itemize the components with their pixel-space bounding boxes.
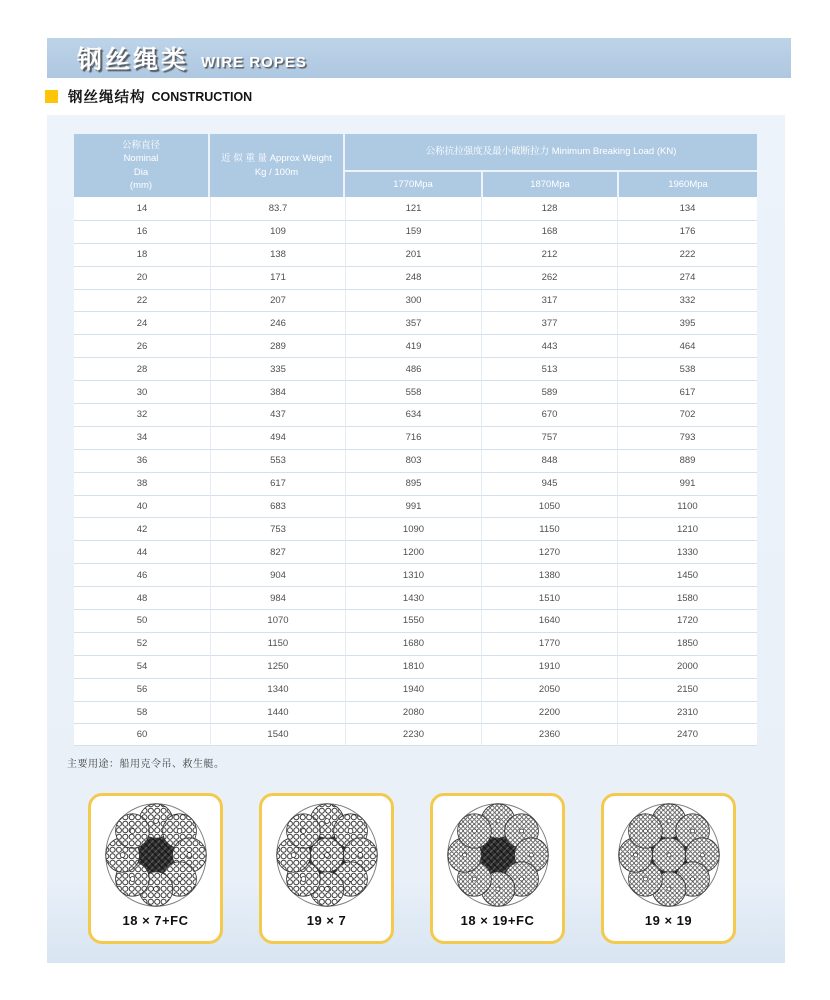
table-cell: 14 [74,197,210,220]
table-row [74,311,757,334]
table-cell: 1200 [345,540,481,563]
header-line: Kg / 100m [254,166,299,178]
table-cell: 486 [345,357,481,380]
header-grade-1960: 1960Mpa [617,170,757,197]
table-cell: 1550 [345,609,481,632]
table-cell: 20 [74,266,210,289]
table-cell: 1430 [345,586,481,609]
table-row [74,220,757,243]
table-cell: 716 [345,426,481,449]
table-cell: 246 [210,311,345,334]
content-panel [47,115,785,963]
table-cell: 1680 [345,632,481,655]
table-cell: 109 [210,220,345,243]
rope-card-19x19 [601,793,736,944]
table-row [74,426,757,449]
table-row [74,266,757,289]
table-cell: 803 [345,449,481,472]
table-cell: 1580 [617,586,757,609]
page-title-en: WIRE ROPES [201,53,307,71]
table-cell: 2310 [617,701,757,724]
rope-label: 19 × 7 [306,913,347,928]
table-cell: 827 [210,540,345,563]
table-cell: 128 [481,197,617,220]
table-cell: 1150 [210,632,345,655]
rope-cross-section-19x7 [274,801,380,909]
table-cell: 670 [481,403,617,426]
table-cell: 553 [210,449,345,472]
table-cell: 1050 [481,495,617,518]
table-row [74,403,757,426]
table-cell: 384 [210,380,345,403]
table-cell: 1720 [617,609,757,632]
table-cell: 1510 [481,586,617,609]
table-cell: 134 [617,197,757,220]
table-cell: 332 [617,289,757,312]
table-cell: 201 [345,243,481,266]
table-cell: 1380 [481,563,617,586]
table-row [74,723,757,746]
page-banner [47,38,791,78]
yellow-square-icon [45,90,58,103]
table-cell: 2200 [481,701,617,724]
table-cell: 317 [481,289,617,312]
table-cell: 168 [481,220,617,243]
table-cell: 395 [617,311,757,334]
table-cell: 1810 [345,655,481,678]
table-cell: 262 [481,266,617,289]
section-title-en: CONSTRUCTION [151,89,253,104]
table-cell: 52 [74,632,210,655]
table-body [74,197,757,746]
table-cell: 1100 [617,495,757,518]
table-cell: 300 [345,289,481,312]
table-cell: 558 [345,380,481,403]
table-row [74,678,757,701]
table-cell: 984 [210,586,345,609]
table-cell: 437 [210,403,345,426]
table-row [74,540,757,563]
table-cell: 1640 [481,609,617,632]
table-cell: 40 [74,495,210,518]
table-cell: 2000 [617,655,757,678]
table-cell: 513 [481,357,617,380]
table-cell: 24 [74,311,210,334]
page-title-cn: 钢丝绳类 [77,46,190,74]
header-line: Dia [133,166,149,178]
table-cell: 121 [345,197,481,220]
rope-cross-section-19x19 [616,801,722,909]
table-cell: 1440 [210,701,345,724]
table-row [74,449,757,472]
table-cell: 464 [617,334,757,357]
table-row [74,517,757,540]
table-cell: 289 [210,334,345,357]
table-cell: 589 [481,380,617,403]
table-cell: 207 [210,289,345,312]
table-row [74,472,757,495]
table-cell: 248 [345,266,481,289]
header-line: Nominal [123,153,159,165]
rope-cross-section-18x7-fc [103,801,209,909]
table-cell: 1940 [345,678,481,701]
table-cell: 757 [481,426,617,449]
rope-label: 19 × 19 [644,913,693,928]
table-cell: 617 [617,380,757,403]
table-cell: 58 [74,701,210,724]
table-cell: 48 [74,586,210,609]
table-cell: 16 [74,220,210,243]
table-cell: 138 [210,243,345,266]
table-cell: 83.7 [210,197,345,220]
table-cell: 889 [617,449,757,472]
table-cell: 38 [74,472,210,495]
table-cell: 1450 [617,563,757,586]
section-title-cn: 钢丝绳结构 [68,90,146,106]
table-row [74,243,757,266]
table-cell: 1910 [481,655,617,678]
header-nominal-dia [74,134,210,197]
header-line: 公称直径 [121,139,160,151]
table-cell: 32 [74,403,210,426]
table-cell: 274 [617,266,757,289]
table-cell: 2470 [617,723,757,746]
rope-card-19x7 [259,793,394,944]
table-cell: 895 [345,472,481,495]
table-cell: 848 [481,449,617,472]
table-cell: 30 [74,380,210,403]
table-cell: 1310 [345,563,481,586]
table-cell: 2150 [617,678,757,701]
header-approx-weight [210,134,345,197]
table-cell: 22 [74,289,210,312]
table-row [74,197,757,220]
rope-cross-section-18x19-fc [445,801,551,909]
table-cell: 1270 [481,540,617,563]
table-row [74,609,757,632]
table-row [74,495,757,518]
table-cell: 991 [345,495,481,518]
table-cell: 56 [74,678,210,701]
table-cell: 54 [74,655,210,678]
table-cell: 1070 [210,609,345,632]
rope-label: 18 × 19+FC [460,913,535,928]
table-cell: 357 [345,311,481,334]
table-cell: 1330 [617,540,757,563]
table-cell: 1540 [210,723,345,746]
header-line: (mm) [129,179,153,191]
section-heading [45,86,252,107]
header-grade-1870: 1870Mpa [481,170,617,197]
spec-table-header [74,134,757,197]
table-cell: 1250 [210,655,345,678]
table-cell: 793 [617,426,757,449]
table-row [74,632,757,655]
table-cell: 1090 [345,517,481,540]
table-cell: 494 [210,426,345,449]
table-cell: 2360 [481,723,617,746]
table-cell: 419 [345,334,481,357]
table-cell: 538 [617,357,757,380]
table-cell: 46 [74,563,210,586]
table-cell: 1210 [617,517,757,540]
table-cell: 34 [74,426,210,449]
table-cell: 26 [74,334,210,357]
table-cell: 753 [210,517,345,540]
table-row [74,563,757,586]
table-cell: 2080 [345,701,481,724]
table-cell: 683 [210,495,345,518]
table-row [74,701,757,724]
rope-label: 18 × 7+FC [122,913,189,928]
table-cell: 335 [210,357,345,380]
table-cell: 28 [74,357,210,380]
rope-card-18x19-fc [430,793,565,944]
table-cell: 1770 [481,632,617,655]
table-cell: 904 [210,563,345,586]
table-cell: 702 [617,403,757,426]
table-row [74,334,757,357]
header-line: 近 似 重 量 Approx Weight [221,153,332,165]
rope-card-18x7-fc [88,793,223,944]
table-row [74,586,757,609]
table-row [74,380,757,403]
table-cell: 443 [481,334,617,357]
table-cell: 377 [481,311,617,334]
table-cell: 222 [617,243,757,266]
usage-note: 主要用途：船用克令吊、救生艇。 [67,759,225,770]
table-cell: 60 [74,723,210,746]
table-cell: 2230 [345,723,481,746]
table-cell: 1850 [617,632,757,655]
table-cell: 1340 [210,678,345,701]
header-breaking-load-group: 公称抗拉强度及最小破断拉力 Minimum Breaking Load (KN) [345,134,757,170]
table-cell: 42 [74,517,210,540]
table-cell: 945 [481,472,617,495]
table-cell: 159 [345,220,481,243]
spec-table [74,134,757,746]
table-row [74,357,757,380]
table-cell: 18 [74,243,210,266]
header-grade-1770: 1770Mpa [345,170,481,197]
table-cell: 1150 [481,517,617,540]
table-cell: 991 [617,472,757,495]
table-cell: 176 [617,220,757,243]
table-cell: 2050 [481,678,617,701]
table-cell: 171 [210,266,345,289]
table-row [74,289,757,312]
table-row [74,655,757,678]
table-cell: 212 [481,243,617,266]
table-cell: 634 [345,403,481,426]
table-cell: 50 [74,609,210,632]
rope-section-cards [88,793,736,944]
table-cell: 36 [74,449,210,472]
table-cell: 617 [210,472,345,495]
table-cell: 44 [74,540,210,563]
